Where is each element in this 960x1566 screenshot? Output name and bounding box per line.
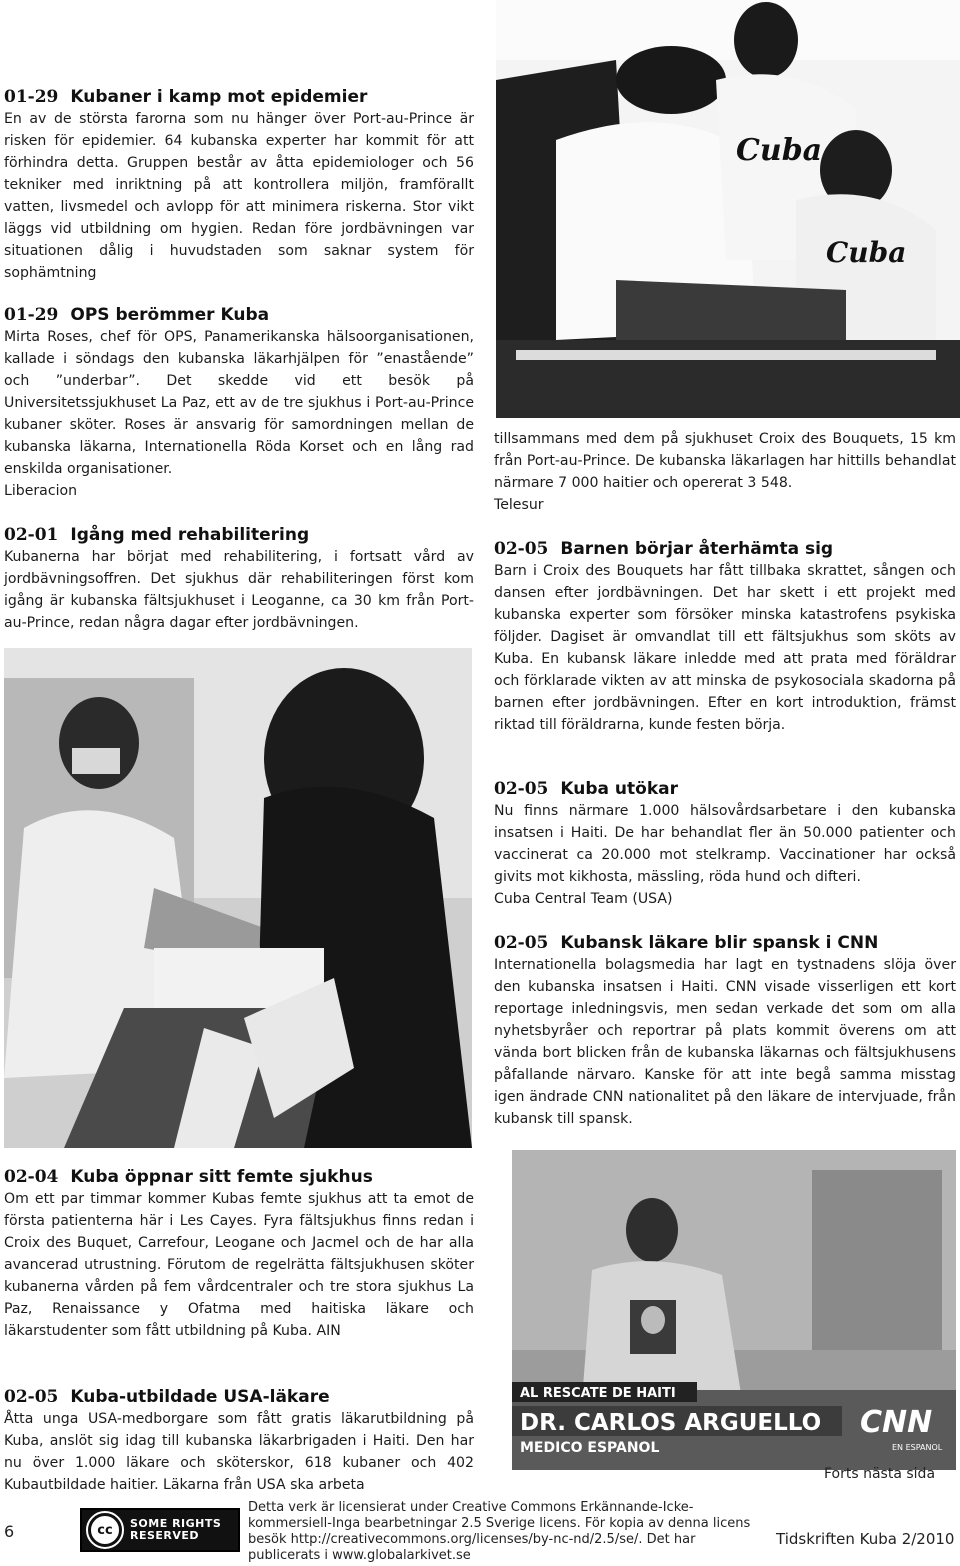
article-body: Internationella bolagsmedia har lagt en tystnadens slöja över den kubanska insatsen i Haiti. CNN visade visserligen ett kort reportage inledningsvis, men sedan verkade det som om alla nyhetsbyråer och reportrar på plats kommit överens om att vända bort blicken från de kubanska läkarnas och fältsjukhusens påfallande närvaro. Kanske för att inte begå samma misstag igen ändrade CNN nationalitet på den läkare de intervjuade, från kubansk till spansk. <box>494 957 956 1127</box>
article-epidemics <box>4 86 474 284</box>
article-heading <box>4 1386 474 1408</box>
article-cnn <box>494 932 956 1130</box>
article-body: Om ett par timmar kommer Kubas femte sjukhus att ta emot de första patienterna här i Les Cayes. Fyra fältsjukhus finns redan i Croix des Buquet, Carrefour, Leogane och Jacmel och de har alla avancerad utrustning. Förutom de regelrätta fältsjukhusen sköter kubanerna vården på fem vårdcentraler och tre stora sjukhus La Paz, Renaissance y Ofatma med haitiska läkare och läkarstudenter som fått utbildning på Kuba. AIN <box>4 1191 474 1339</box>
article-date: 01-29 <box>4 87 59 107</box>
photo-cuban-team <box>496 0 960 418</box>
article-body: Nu finns närmare 1.000 hälsovårdsarbetare i den kubanska insatsen i Haiti. De har behandlat fler än 50.000 patienter och vaccinerat ca 20.000 mot stelkramp. Vaccinationer har också givits mot kikhosta, mässling, röda hund och difteri. <box>494 803 956 885</box>
article-date: 02-01 <box>4 525 59 545</box>
shirt-print: Cuba <box>826 236 907 269</box>
article-title: Barnen börjar återhämta sig <box>560 539 834 559</box>
article-date: 01-29 <box>4 305 59 325</box>
article-body: Åtta unga USA-medborgare som fått gratis läkarutbildning på Kuba, anslöt sig idag till kubanska läkarbrigaden i Haiti. Den har nu över 1.000 läkare och sköterskor, 618 kubaner och 402 Kubautbildade haitier. Läkarna från USA ska arbeta <box>4 1411 474 1493</box>
article-title: OPS berömmer Kuba <box>70 305 270 325</box>
article-heading <box>494 778 956 800</box>
article-title: Kuba utökar <box>560 779 678 799</box>
article-heading <box>4 1166 474 1188</box>
tv-name: DR. CARLOS ARGUELLO <box>520 1410 822 1436</box>
article-title: Kuba öppnar sitt femte sjukhus <box>70 1167 373 1187</box>
article-date: 02-05 <box>4 1387 59 1407</box>
magazine-name: Tidskriften Kuba 2/2010 <box>776 1530 955 1548</box>
article-children-recover <box>494 538 956 736</box>
article-fifth-hospital <box>4 1166 474 1342</box>
article-body: Barn i Croix des Bouquets har fått tillbaka skrattet, sången och dansen efter jordbävningen. Det har skett i ett projekt med kubanska experter som försöker minska katastrofens psykiska följder. Dagiset är omvandlat till ett fältsjukhus som sköts av Kuba. En kubansk läkare inledde med att prata med föräldrar och förklarade vikten av att minska de psykosociala skadorna på barnen efter jordbävningen. Efter en kort introduktion, främst riktad till föräldrarna, kunde festen börja. <box>494 563 956 733</box>
cc-badge-text <box>130 1518 221 1542</box>
article-body: Kubanerna har börjat med rehabilitering, i fortsatt vård av jordbävningsoffren. Det sjukhus där rehabiliteringen först kom igång är kubanska fältsjukhuset i Leoganne, ca 30 km från Port-au-Prince, redan några dagar efter jordbävningen. <box>4 549 474 631</box>
photo-cnn-broadcast <box>512 1150 956 1470</box>
cc-badge-line: RESERVED <box>130 1529 200 1542</box>
article-cuba-expands <box>494 778 956 910</box>
article-body: En av de största farorna som nu hänger över Port-au-Prince är risken för epidemier. 64 kubanska experter har kommit för att förhindra detta. Gruppen består av åtta epidemiologer och 56 tekniker med inriktning på att kontrollera miljön, framförallt vatten, livsmedel och avlopp för att minimera riskerna. Stor vikt läggs vid utbildning om hygien. Redan före jordbävningen var situationen dålig i huvudstaden som saknar system för sophämtning <box>4 111 474 281</box>
photo-doctors-with-patient <box>4 648 472 1148</box>
article-title: Igång med rehabilitering <box>70 525 310 545</box>
article-body: Mirta Roses, chef för OPS, Panamerikanska hälsoorganisationen, kallade i söndags den kubanska läkarhjälpen för ”enastående” och ”underbar”. Det skedde vid ett besök på Universitetssjukhuset La Paz, ett av de tre sjukhus i Port-au-Prince kubaner sköter. Roses är ansvarig för samordningen mellan de kubanska läkarna, Internationella Röda Korset och en lång rad enskilda organisationer. <box>4 329 474 477</box>
article-source: Cuba Central Team (USA) <box>494 891 673 907</box>
tv-banner: AL RESCATE DE HAITI <box>520 1386 676 1401</box>
photo-cuban-team-image <box>496 0 960 418</box>
cc-icon: cc <box>88 1513 122 1547</box>
article-heading <box>4 86 474 108</box>
article-source: Telesur <box>494 497 544 513</box>
article-rehabilitation <box>4 524 474 634</box>
cc-license-badge <box>80 1508 240 1552</box>
article-source: Liberacion <box>4 483 78 499</box>
continued-note: Forts nästa sida <box>824 1466 936 1482</box>
article-us-doctors-continued <box>494 428 956 516</box>
article-title: Kuba-utbildade USA-läkare <box>70 1387 330 1407</box>
photo-cnn-broadcast-image <box>512 1150 956 1470</box>
article-heading <box>494 932 956 954</box>
article-heading <box>494 538 956 560</box>
article-us-doctors <box>4 1386 474 1496</box>
photo-doctors-with-patient-image <box>4 648 472 1148</box>
cnn-logo: CNN <box>860 1405 933 1440</box>
article-title: Kubansk läkare blir spansk i CNN <box>560 933 879 953</box>
tv-role: MEDICO ESPANOL <box>520 1440 660 1456</box>
article-title: Kubaner i kamp mot epidemier <box>70 87 368 107</box>
license-notice: Detta verk är licensierat under Creative Commons Erkännande-Icke-kommersiell-Inga bearbetningar 2.5 Sverige licens. För kopia av denna licens besök http://creativecommons.org/licenses/by-nc-nd/2.5/se/. Det har publicerats i www.globalarkivet.se <box>248 1500 751 1563</box>
article-date: 02-05 <box>494 779 549 799</box>
article-ops-praises <box>4 304 474 502</box>
cnn-logo-sub: EN ESPANOL <box>892 1443 943 1452</box>
page-number: 6 <box>4 1522 15 1541</box>
article-heading <box>4 304 474 326</box>
cc-badge-line: SOME RIGHTS <box>130 1517 222 1530</box>
article-body: tillsammans med dem på sjukhuset Croix des Bouquets, 15 km från Port-au-Prince. De kubanska läkarlagen har hittills behandlat närmare 7 000 haitier och opererat 3 548. <box>494 431 956 491</box>
article-date: 02-05 <box>494 933 549 953</box>
shirt-print: Cuba <box>736 133 823 168</box>
article-date: 02-04 <box>4 1167 59 1187</box>
article-date: 02-05 <box>494 539 549 559</box>
article-heading <box>4 524 474 546</box>
